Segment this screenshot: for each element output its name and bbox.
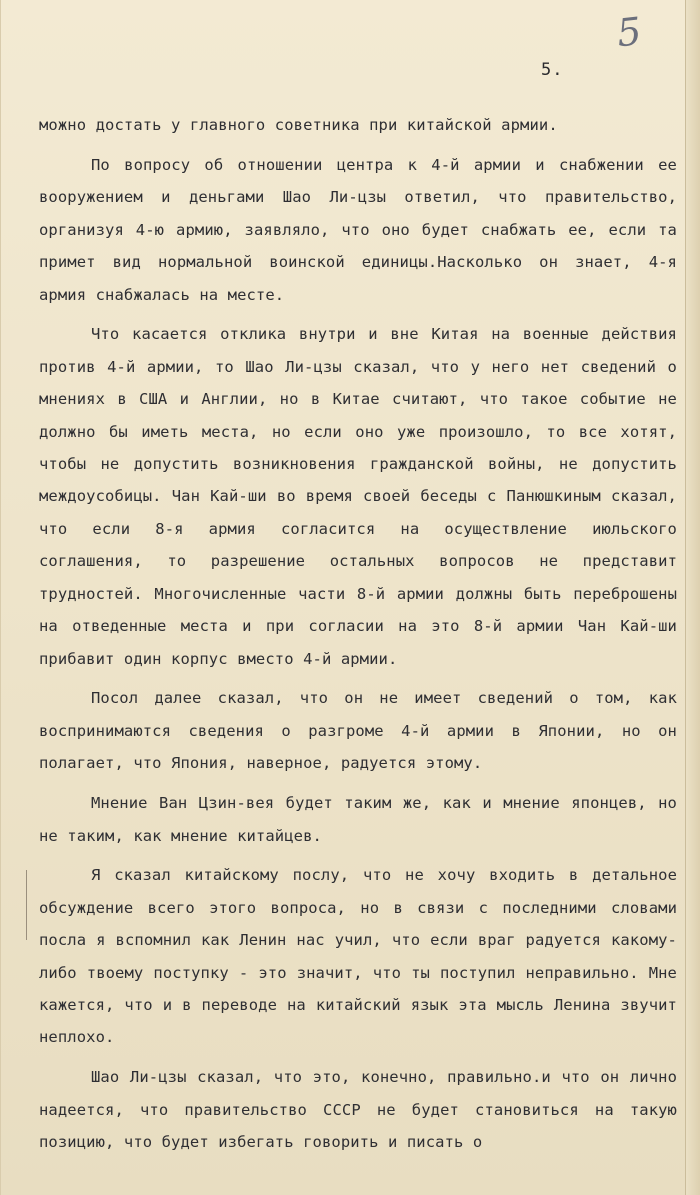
paragraph: Что касается отклика внутри и вне Китая на военные действия против 4-й армии, то Шао Ли-цзы сказал, что у него нет сведений о мнениях в США и Англии, но в Китае считают, что такое событие не должно бы иметь места, но если оно уже произошло, то все хотят, чтобы не допустить возникновения гражданской войны, не допустить междоусобицы. Чан Кай-ши во время своей беседы с Панюшкиным сказал, что если 8-я армия согласится на осуществление июльского соглашения, то разрешение остальных вопросов не представит трудностей. Многочисленные части 8-й армии должны быть переброшены на отведенные места и при согласии на это 8-й армии Чан Кай-ши прибавит один корпус вместо 4-й армии. xyxy=(39,325,677,668)
paragraph: Я сказал китайскому послу, что не хочу входить в детальное обсуждение всего этого вопроса, но в связи с последними словами посла я вспомнил как Ленин нас учил, что если враг радуется какому-либо твоему поступку - это значит, что ты поступил неправильно. Мне кажется, что и в переводе на китайский язык эта мысль Ленина звучит неплохо. xyxy=(39,866,677,1047)
body-text xyxy=(39,109,677,1166)
page-number: 5. xyxy=(541,60,564,80)
paragraph-continuation: можно достать у главного советника при китайской армии. xyxy=(39,116,558,134)
handwritten-page-number: 5 xyxy=(614,8,644,56)
paragraph: Посол далее сказал, что он не имеет сведений о том, как воспринимаются сведения о разгроме 4-й армии в Японии, но он полагает, что Япония, наверное, радуется этому. xyxy=(39,689,677,773)
paragraph: По вопросу об отношении центра к 4-й армии и снабжении ее вооружением и деньгами Шао Ли-цзы ответил, что правительство, организуя 4-ю армию, заявляло, что оно будет снабжать ее, если та примет вид нормальной воинской единицы.Насколько он знает, 4-я армия снабжалась на месте. xyxy=(39,155,677,304)
paragraph: Мнение Ван Цзин-вея будет таким же, как и мнение японцев, но не таким, как мнение китайцев. xyxy=(39,794,677,845)
margin-pencil-mark xyxy=(26,870,27,940)
page-edge-shadow xyxy=(686,0,700,1195)
paragraph: Шао Ли-цзы сказал, что это, конечно, правильно.и что он лично надеется, что правительство СССР не будет становиться на такую позицию, что будет избегать говорить и писать о xyxy=(39,1068,677,1152)
